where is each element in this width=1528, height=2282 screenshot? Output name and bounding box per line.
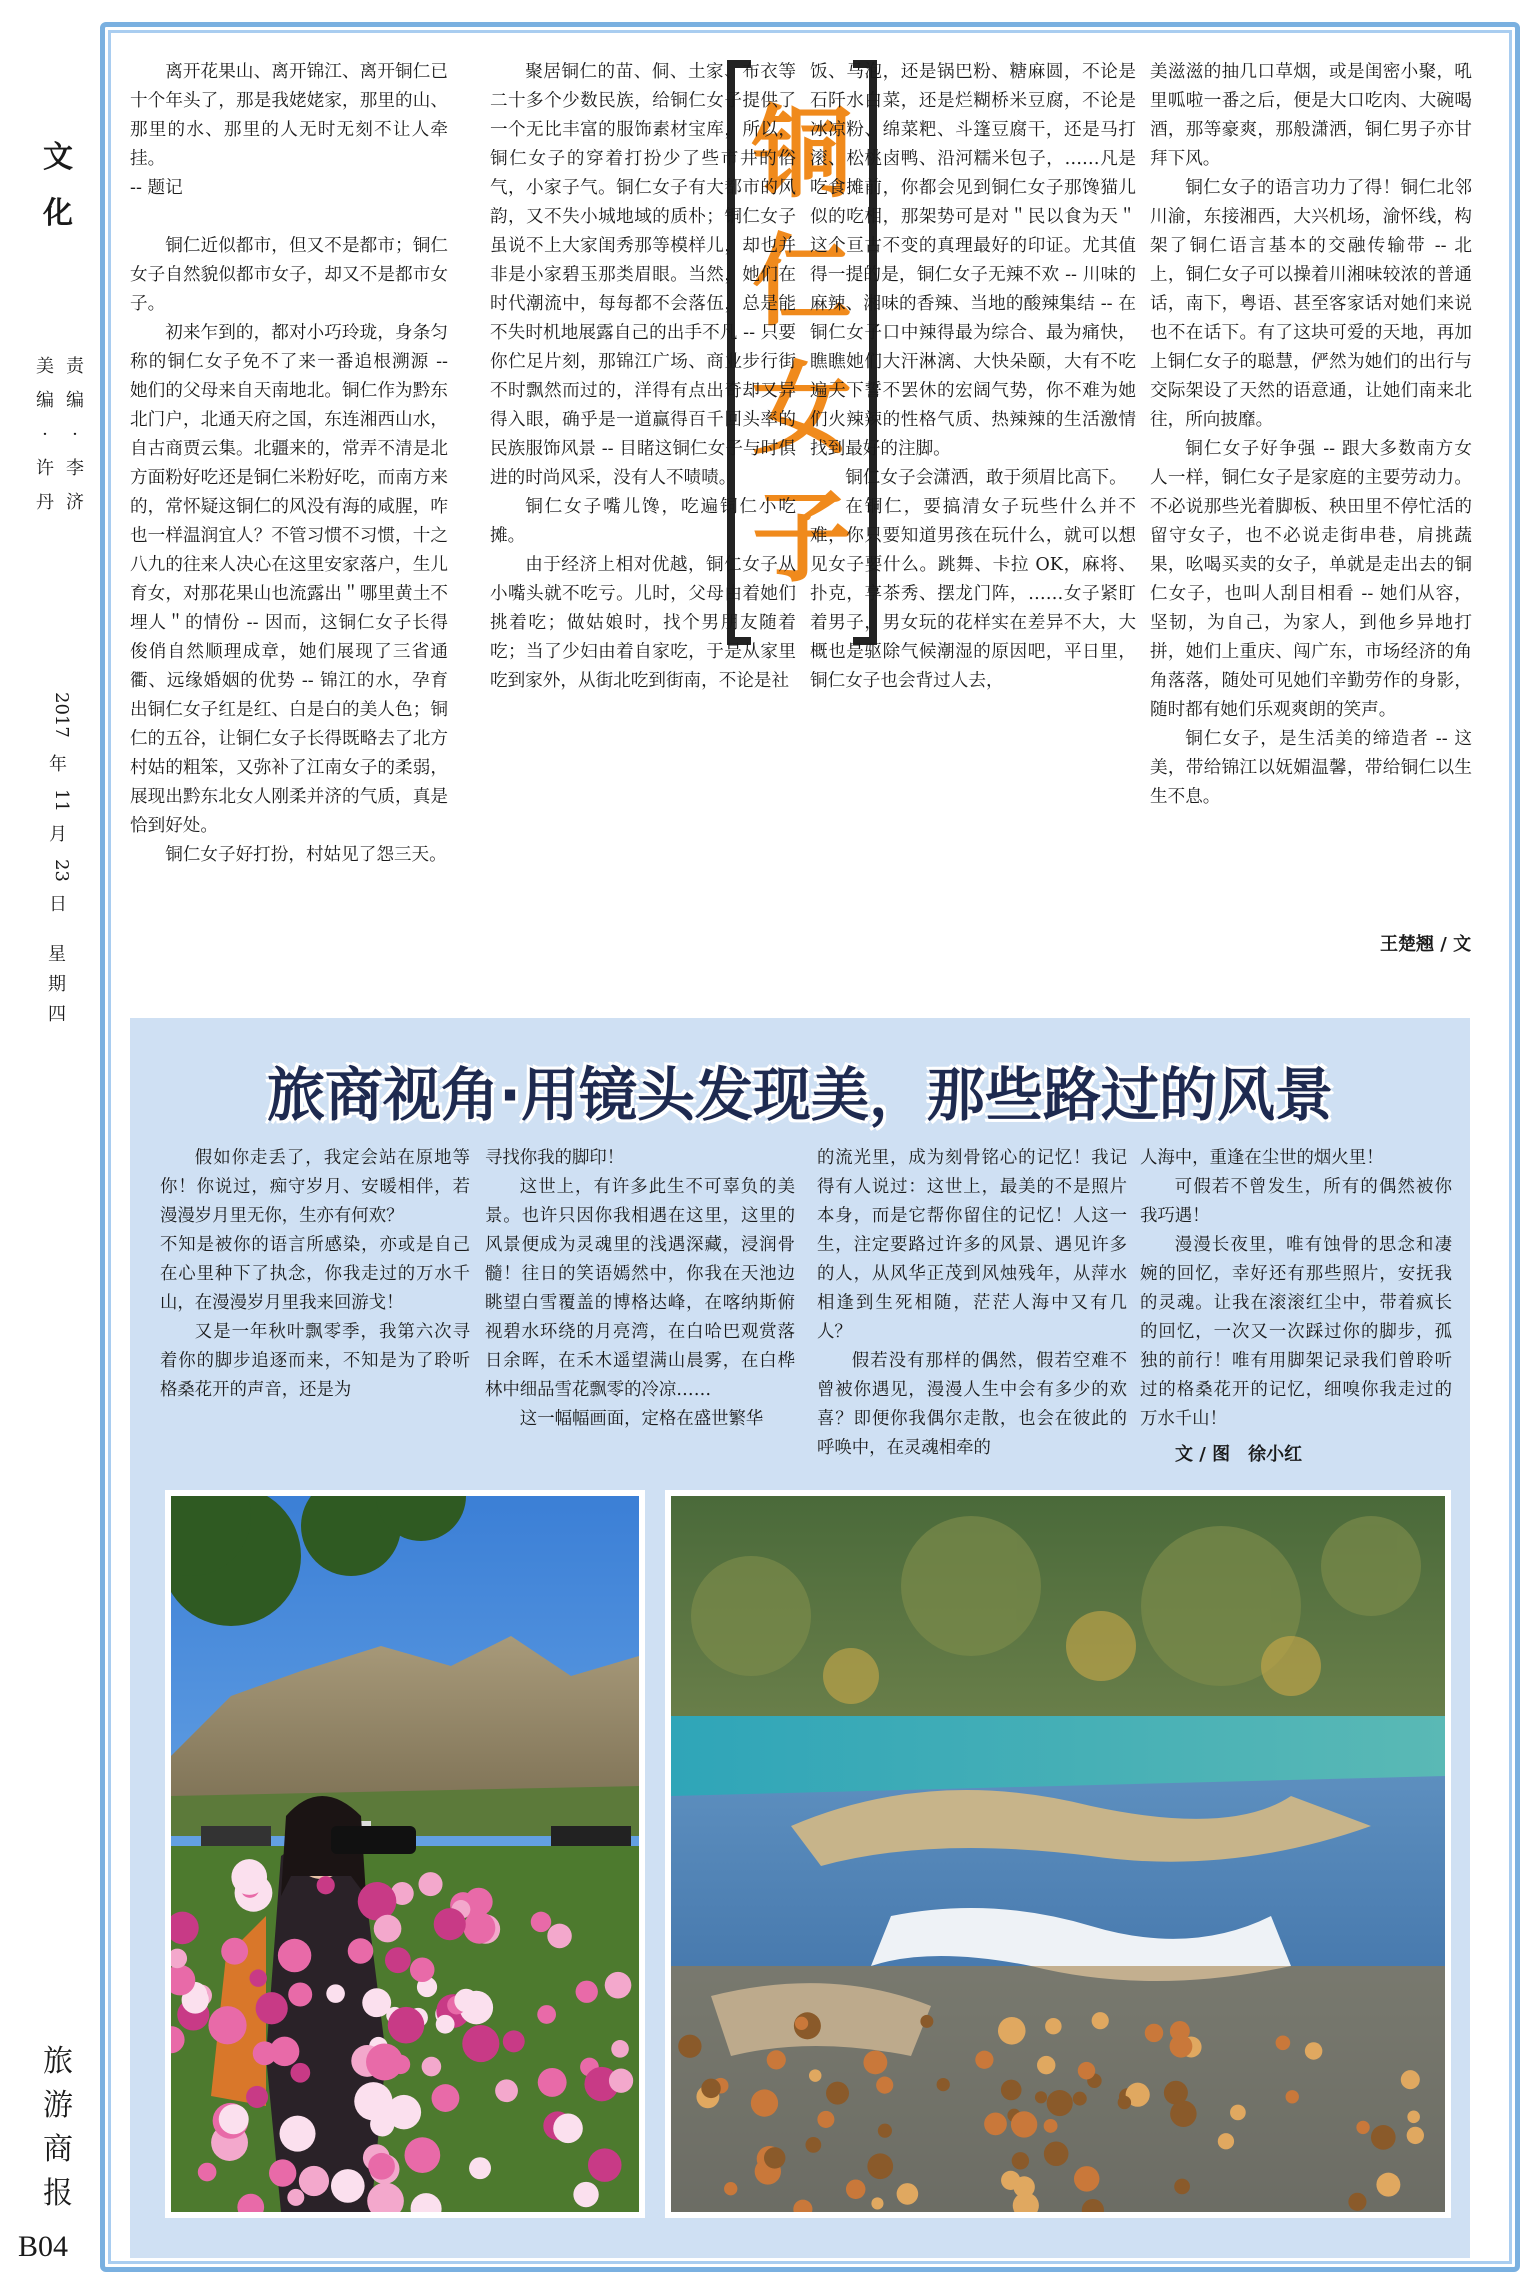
flower-mark [1174, 2179, 1190, 2195]
flower-mark [611, 2040, 629, 2058]
article1-paragraph: 铜仁近似都市，但又不是都市；铜仁女子自然貌似都市女子，却又不是都市女子。 [130, 236, 448, 314]
article1-paragraph: 铜仁女子，是生活美的缔造者 -- 这美，带给锦江以妩媚温馨，带给铜仁以生生不息。 [1150, 729, 1472, 807]
flower-mark [576, 1981, 598, 2003]
article1-paragraph: 美滋滋的抽几口草烟，或是闺密小聚，吼里呱啦一番之后，便是大口吃肉、大碗喝酒，那等豪爽，那般潇洒，铜仁男子亦甘拜下风。 [1150, 62, 1472, 169]
flower-mark [1371, 2125, 1396, 2150]
flower-mark [1035, 2091, 1047, 2103]
flower-mark [1401, 2070, 1420, 2089]
flower-mark [795, 2017, 808, 2030]
flower-mark [221, 1938, 248, 1965]
flower-mark [1047, 2090, 1073, 2116]
flower-mark [405, 2137, 441, 2173]
flower-mark [495, 2079, 518, 2102]
article1-paragraph: 铜仁女子好打扮，村姑见了怨三天。 [165, 845, 447, 865]
article2-paragraph: 寻找你我的脚印！ [485, 1148, 625, 1168]
flower-mark [198, 2163, 217, 2182]
flower-mark [998, 2017, 1026, 2045]
article1-column-4 [1150, 58, 1472, 812]
flower-mark [863, 2050, 887, 2074]
flower-mark [270, 2037, 300, 2067]
flower-mark [231, 1859, 267, 1895]
photo-lake-reflection [665, 1490, 1451, 2218]
article2-column-3 [817, 1144, 1127, 1463]
flower-mark [331, 2169, 365, 2203]
flower-mark [299, 2166, 329, 2196]
editor-column-a: 美 编 · 许 丹 [36, 356, 54, 513]
article1-paragraph [130, 203, 448, 232]
article1-paragraph: 离开花果山、离开锦江、离开铜仁已十个年头了，那是我姥姥家，那里的山、那里的水、那里的人无时无刻不让人牵挂。 [130, 62, 448, 169]
flower-mark [219, 2104, 249, 2134]
flower-mark [537, 2005, 556, 2024]
flower-mark [1145, 2024, 1163, 2042]
flower-mark [724, 2182, 737, 2195]
flower-mark [362, 1988, 391, 2017]
flower-mark [1348, 2193, 1366, 2211]
flower-mark [454, 1989, 477, 2012]
photo-photographer-in-flowers [165, 1490, 645, 2218]
flower-mark [1078, 2062, 1096, 2080]
flower-mark [975, 2051, 993, 2069]
article2-paragraph: 人海中，重逢在尘世的烟火里！ [1140, 1148, 1384, 1168]
article2-paragraph: 漫漫长夜里，唯有蚀骨的思念和凄婉的回忆，幸好还有那些照片，安抚我的灵魂。让我在滚滚红尘中，带着疯长的回忆，一次又一次踩过你的脚步，孤独的前行！唯有用脚架记录我们曾聆听过的格桑花开的记忆，细嗅你我走过的万水千山！ [1140, 1235, 1452, 1429]
flower-mark [422, 2057, 442, 2077]
flower-mark [767, 2050, 786, 2069]
article2-paragraph: 不知是被你的语言所感染，亦或是自己在心里种下了执念，你我走过的万水千山，在漫漫岁月里我来回游戈！ [160, 1235, 470, 1313]
flower-mark [1230, 2105, 1246, 2121]
flower-mark [1407, 2111, 1420, 2124]
flower-mark [751, 2089, 778, 2116]
flower-mark [269, 2159, 296, 2186]
flower-mark [358, 1882, 397, 1921]
editor-column-b: 责 编 · 李 济 [66, 356, 84, 513]
flower-mark [826, 2082, 849, 2105]
flower-mark [817, 2111, 834, 2128]
article1-paragraph: 铜仁女子的语言功力了得！铜仁北邻川渝，东接湘西，大兴机场，渝怀线，构架了铜仁语言基本的交融传输带 -- 北上，铜仁女子可以操着川湘味较浓的普通话，南下，粤语、甚至客家话对她们来说也不在话下。有了这块可爱的天地，再加上铜仁女子的聪慧，俨然为她们的出行与交际架设了天然的语意通，让她们南来北往，所向披靡。 [1150, 178, 1472, 430]
flower-mark [354, 2082, 392, 2120]
article2-paragraph: 的流光里，成为刻骨铭心的记忆！我记得有人说过：这世上，最美的不是照片本身，而是它帮你留住的记忆！人这一生，注定要路过许多的风景、遇见许多的人，从风华正茂到风烛残年，从萍水相逢到生死相随，茫茫人海中又有几人？ [817, 1148, 1127, 1342]
flower-mark [1164, 2081, 1188, 2105]
flower-mark [547, 1924, 572, 1949]
flower-mark [469, 2157, 491, 2179]
flower-mark [256, 1992, 288, 2024]
flower-mark [290, 2063, 310, 2083]
article1-paragraph: 铜仁女子嘴儿馋，吃遍铜仁小吃摊。 [490, 497, 796, 546]
flower-mark [538, 2068, 567, 2097]
flower-mark [764, 2147, 785, 2168]
sidebar [0, 0, 100, 2282]
flower-mark [388, 2007, 425, 2044]
flower-mark [1276, 2035, 1291, 2050]
article1-author: 王楚翘 / 文 [1380, 934, 1472, 955]
article2-column-1 [160, 1144, 470, 1405]
flower-mark [1356, 2121, 1369, 2134]
article1-paragraph: 初来乍到的，都对小巧玲珑，身条匀称的铜仁女子免不了来一番追根溯源 -- 她们的父母来自天南地北。铜仁作为黔东北门户，北通天府之国，东连湘西山水，自古商贾云集。北疆来的，常弄不清是北方面粉好吃还是铜仁米粉好吃，而南方来的，常怀疑这铜仁的风没有海的咸腥，咋也一样温润宜人？不管习惯不习惯，十之八九的往来人决心在这里安家落户，生儿育女，对那花果山也流露出＂哪里黄土不埋人＂的情份 -- 因而，这铜仁女子长得俊俏自然顺理成章，她们展现了三省通衢、远缘婚姻的优势 -- 锦江的水，孕育出铜仁女子红是红、白是白的美人色；铜仁的五谷，让铜仁女子长得既略去了北方村姑的粗笨，又弥补了江南女子的柔弱，展现出黔东北女人刚柔并济的气质，真是恰到好处。 [130, 323, 448, 836]
flower-mark [462, 2025, 499, 2062]
article2-column-2 [485, 1144, 795, 1434]
flower-mark [553, 2114, 583, 2144]
flower-mark [920, 2015, 933, 2028]
flower-mark [846, 2180, 866, 2200]
flower-mark [1011, 2111, 1037, 2137]
flower-mark [326, 1984, 345, 2003]
flower-mark [278, 1939, 311, 1972]
article1-paragraph: 铜仁女子会潇洒，敢于须眉比高下。 [845, 468, 1127, 488]
article1-column-1 [130, 58, 448, 870]
flower-mark [984, 2112, 1007, 2135]
flower-mark [897, 2183, 919, 2205]
flower-mark [374, 1915, 402, 1943]
article2-paragraph: 这一幅幅画面，定格在盛世繁华 [519, 1409, 764, 1429]
flower-mark [1305, 2042, 1323, 2060]
flower-mark [937, 2078, 950, 2091]
flower-mark [1376, 2173, 1400, 2197]
flower-mark [1044, 2141, 1069, 2166]
article1-paragraph: 铜仁女子好争强 -- 跟大多数南方女人一样，铜仁女子是家庭的主要劳动力。不必说那些光着脚板、秧田里不停忙活的留守女子，也不必说走街串巷，肩挑蔬果，吆喝买卖的女子，单就是走出去的铜仁女子，也叫人刮目相看 -- 她们从容，坚韧，为自己，为家人，到他乡异地打拼，她们上重庆、闯广东，市场经济的角角落落，随处可见她们辛勤劳作的身影，随时都有她们乐观爽朗的笑声。 [1150, 439, 1472, 720]
article2-author: 文 / 图 徐小红 [1175, 1444, 1303, 1465]
article2-headline: 旅商视角·用镜头发现美，那些路过的风景 [266, 1061, 1334, 1129]
flower-mark [436, 2015, 455, 2034]
flower-mark [432, 2084, 460, 2112]
weekday: 星期四 [48, 944, 66, 1025]
flower-mark [1407, 2127, 1424, 2144]
flower-mark [246, 2086, 268, 2108]
article1-paragraph: 在铜仁，要搞清女子玩些什么并不难，你只要知道男孩在玩什么，就可以想见女子要什么。跳舞、卡拉 OK，麻将、扑克，享茶秀、摆龙门阵，……女子紧盯着男子，男女玩的花样实在差异不大，大概也是驱除气候潮湿的原因吧，平日里，铜仁女子也会背过人去， [810, 497, 1136, 691]
flower-mark [588, 2148, 622, 2182]
flower-mark [288, 1983, 312, 2007]
flower-mark [878, 2124, 892, 2138]
flower-mark [1045, 2018, 1061, 2034]
paper-name: 旅游商报 [43, 2044, 73, 2211]
flower-mark [249, 1969, 266, 1986]
flower-mark [385, 1947, 411, 1973]
flower-mark [701, 2079, 720, 2098]
flower-mark [287, 2189, 304, 2206]
flower-mark [867, 2153, 893, 2179]
article1-column-3 [810, 58, 1136, 696]
flower-mark [366, 2043, 403, 2080]
article2-column-4 [1140, 1144, 1452, 1434]
article2-paragraph: 这世上，有许多此生不可辜负的美景。也许只因你我相遇在这里，这里的风景便成为灵魂里的浅遇深藏，浸润骨髓！往日的笑语嫣然中，你我在天池边眺望白雪覆盖的博格达峰，在喀纳斯俯视碧水环绕的月亮湾，在白哈巴观赏落日余晖，在禾木遥望满山晨雾，在白桦林中细品雪花飘零的冷凉…… [485, 1177, 795, 1400]
article2-paragraph: 假若没有那样的偶然，假若空难不曾被你遇见，漫漫人生中会有多少的欢喜？即便你我偶尔走散，也会在彼此的呼唤中，在灵魂相牵的 [817, 1351, 1127, 1458]
flower-mark [208, 2006, 246, 2044]
flower-mark [876, 2077, 893, 2094]
flower-mark [678, 2035, 701, 2058]
flower-mark [1044, 2119, 1058, 2133]
flower-mark [1218, 2133, 1234, 2149]
article2-paragraph: 又是一年秋叶飘零季，我第六次寻着你的脚步追逐而来，不知是为了聆听格桑花开的声音，还是为 [160, 1322, 470, 1400]
article1-paragraph: 聚居铜仁的苗、侗、土家、布衣等二十多个少数民族，给铜仁女子提供了一个无比丰富的服饰素材宝库，所以，铜仁女子的穿着打扮少了些市井的俗气，小家子气。铜仁女子有大都市的风韵，又不失小城地域的质朴；铜仁女子虽说不上大家闺秀那等模样儿，却也并非是小家碧玉那类眉眼。当然，她们在时代潮流中，每每都不会落伍，总是能不失时机地展露自己的出手不凡 -- 只要你伫足片刻，那锦江广场、商业步行街不时飘然而过的，洋得有点出奇却又异得入眼，确乎是一道赢得百千回头率的民族服饰风景 -- 目睹这铜仁女子与时俱进的时尚风采，没有人不啧啧。 [490, 62, 796, 488]
article1-paragraph: 由于经济上相对优越，铜仁女子从小嘴头就不吃亏。儿时，父母由着她们挑着吃；做姑娘时，找个男朋友随着吃；当了少妇由着自家吃，于是从家里吃到家外，从街北吃到街南，不论是社 [490, 555, 796, 691]
article2-paragraph: 可假若不曾发生，所有的偶然被你我巧遇！ [1140, 1177, 1452, 1226]
flower-mark [503, 2030, 525, 2052]
flower-mark [410, 1957, 435, 1982]
flower-mark [805, 2137, 821, 2153]
flower-mark [1037, 2056, 1055, 2074]
issue-date: 2017 年 11 月 23 日 星期四 [46, 680, 70, 1030]
flower-mark [1001, 2080, 1022, 2101]
flower-mark [1170, 2035, 1193, 2058]
flower-mark [531, 1912, 551, 1932]
flower-mark [317, 1876, 335, 1894]
flower-mark [1092, 2012, 1109, 2029]
flower-mark [434, 1908, 466, 1940]
flower-mark [573, 2182, 598, 2207]
flower-mark [1012, 2152, 1029, 2169]
article1-paragraph: -- 题记 [130, 178, 183, 198]
flower-mark [1286, 2090, 1299, 2103]
flower-mark [605, 1972, 632, 1999]
flower-mark [419, 1872, 443, 1896]
flower-mark [463, 1912, 495, 1944]
flower-mark [609, 2069, 633, 2093]
flower-mark [348, 1938, 374, 1964]
flower-mark [1073, 2092, 1087, 2106]
flower-mark [1074, 2166, 1099, 2191]
article1-column-2 [490, 58, 796, 696]
article1-paragraph: 饭、马泡，还是锅巴粉、糖麻圆，不论是石阡水白菜，还是烂糊桥米豆腐，不论是冰凉粉、绵菜粑、斗篷豆腐干，还是马打滚、松桃卤鸭、沿河糯米包子，……凡是吃食摊前，你都会见到铜仁女子那馋猫儿似的吃相，那架势可是对＂民以食为天＂这个亘古不变的真理最好的印证。尤其值得一提的是，铜仁女子无辣不欢 -- 川味的麻辣、湘味的香辣、当地的酸辣集结 -- 在铜仁女子口中辣得最为综合、最为痛快，瞧瞧她们大汗淋漓、大快朵颐，大有不吃遍天下誓不罢休的宏阔气势，你不难为她们火辣辣的性格气质、热辣辣的生活激情找到最好的注脚。 [810, 62, 1136, 459]
article1-title: 铜仁女子 [752, 95, 852, 596]
flower-mark [871, 2197, 883, 2209]
flower-mark [1118, 2096, 1131, 2109]
section-name: 文化 [43, 140, 73, 231]
flower-mark [280, 2116, 316, 2152]
article2-paragraph: 假如你走丢了，我定会站在原地等你！你说过，痴守岁月、安暖相伴，若漫漫岁月里无你，生亦有何欢？ [160, 1148, 470, 1226]
flower-mark [368, 2153, 395, 2180]
page-number: B04 [18, 2230, 69, 2263]
flower-mark [809, 2069, 821, 2081]
